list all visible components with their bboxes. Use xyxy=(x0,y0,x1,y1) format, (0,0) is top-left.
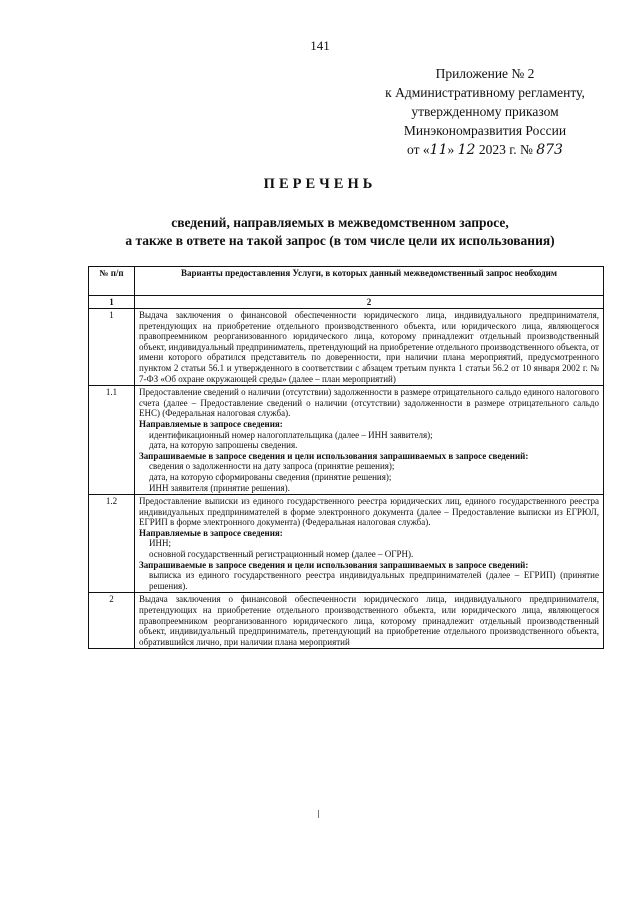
appendix-line-regulation: к Административному регламенту, xyxy=(385,85,585,100)
row-number: 2 xyxy=(89,593,135,649)
sent-info-label: Направляемые в запросе сведения: xyxy=(139,418,283,429)
scan-mark xyxy=(318,810,319,818)
table-row xyxy=(89,386,604,495)
table-row xyxy=(89,309,604,386)
service-description: Предоставление выписки из единого государственного реестра юридических лиц, единого государственного реестра индивидуальных предпринимателей в форме электронного документа (далее – Предоставление выписки из ЕГРЮЛ, ЕГРИП в форме электронного документа) (Федеральная налоговая служба). xyxy=(139,496,599,528)
requested-info-item: ИНН заявителя (принятие решения). xyxy=(149,482,290,493)
header-variants: Варианты предоставления Услуги, в которых данный межведомственный запрос необходим xyxy=(135,267,604,296)
table-header-row xyxy=(89,267,604,296)
row-number: 1 xyxy=(89,309,135,386)
document-subtitle xyxy=(90,214,590,250)
appendix-line-approved: утвержденному приказом xyxy=(411,104,559,119)
subtitle-line-2: а также в ответе на такой запрос (в том числе цели их использования) xyxy=(125,233,555,248)
date-prefix: от « xyxy=(407,142,430,157)
sent-info-label: Направляемые в запросе сведения: xyxy=(139,527,283,538)
row-text: Выдача заключения о финансовой обеспеченности юридического лица, индивидуального предпринимателя, претендующих на приобретение отдельного производственного объекта, или юридического лица, являющегося правопреемником реорганизованного юридического лица, которому принадлежит отдельный производственный объект, индивидуальный предприниматель, претендующий на приобретение отдельного производственного объекта, обратившийся лично, при наличии плана мероприятий xyxy=(135,593,604,649)
appendix-line-ministry: Минэкономразвития России xyxy=(403,123,567,138)
requested-info-label: Запрашиваемые в запросе сведения и цели использования запрашиваемых в запросе сведений: xyxy=(139,450,529,461)
page-number: 141 xyxy=(310,38,330,53)
appendix-title: Приложение № 2 xyxy=(435,66,535,81)
column-number-row xyxy=(89,296,604,309)
sent-info-item: ИНН; xyxy=(149,538,171,549)
row-content xyxy=(135,386,604,495)
header-number: № п/п xyxy=(89,267,135,296)
date-mid1: » xyxy=(447,142,458,157)
appendix-block xyxy=(360,64,610,160)
table-row xyxy=(89,593,604,649)
requested-info-item: выписка из единого государственного реестра индивидуальных предпринимателей (далее – ЕГРИП) (принятие решения). xyxy=(149,570,599,591)
date-month: 12 xyxy=(457,142,476,158)
date-mid2: 2023 г. № xyxy=(475,142,537,157)
info-table xyxy=(88,266,604,649)
column-number-1: 1 xyxy=(89,296,135,309)
sent-info-item: идентификационный номер налогоплательщика (далее – ИНН заявителя); xyxy=(149,429,433,440)
sent-info-item: основной государственный регистрационный номер (далее – ОГРН). xyxy=(149,549,414,560)
requested-info-label: Запрашиваемые в запросе сведения и цели использования запрашиваемых в запросе сведений: xyxy=(139,559,529,570)
order-number: 873 xyxy=(536,142,563,158)
table-row xyxy=(89,495,604,593)
row-content xyxy=(135,495,604,593)
service-description: Предоставление сведений о наличии (отсутствии) задолженности в размере отрицательного сальдо единого налогового счета (далее – Предоставление сведений о наличии (отсутствии) задолженности в размере отрицательного сальдо ЕНС) (Федеральная налоговая служба). xyxy=(139,387,599,419)
row-number: 1.1 xyxy=(89,386,135,495)
row-number: 1.2 xyxy=(89,495,135,593)
sent-info-item: дата, на которую запрошены сведения. xyxy=(149,440,298,451)
subtitle-line-1: сведений, направляемых в межведомственном запросе, xyxy=(171,215,509,230)
requested-info-item: дата, на которую сформированы сведения (принятие решения); xyxy=(149,471,392,482)
appendix-date-line xyxy=(360,140,610,160)
date-day: 11 xyxy=(429,142,448,158)
document-heading: ПЕРЕЧЕНЬ xyxy=(263,176,377,192)
column-number-2: 2 xyxy=(135,296,604,309)
row-text: Выдача заключения о финансовой обеспеченности юридического лица, индивидуального предпринимателя, претендующих на приобретение отдельного производственного объекта, или юридического лица, являющегося правопреемником реорганизованного юридического лица, которому принадлежит отдельный производственный объект, индивидуальный предприниматель, претендующий на приобретение отдельного производственного объекта, от имени которого обратился представитель по доверенности, при наличии плана мероприятий, предусмотренного пунктом 2 статьи 56.1 и утвержденного в соответствии с абзацем третьим пункта 1 статьи 56.2 от 10 января 2002 г. № 7-ФЗ «Об охране окружающей среды» (далее – план мероприятий) xyxy=(135,309,604,386)
requested-info-item: сведения о задолженности на дату запроса (принятие решения); xyxy=(149,461,395,472)
